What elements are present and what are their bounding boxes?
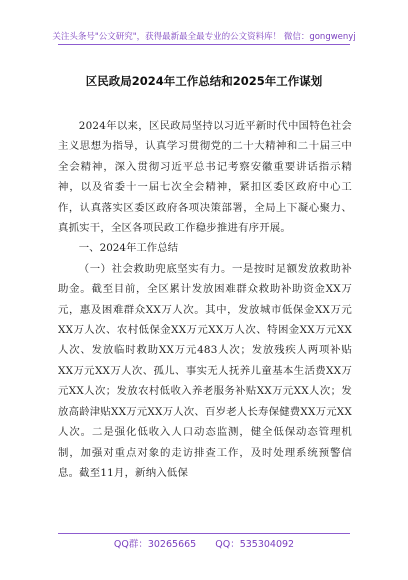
document-body bbox=[58, 116, 352, 483]
qq-contact-text: QQ：535304092 bbox=[215, 539, 295, 550]
intro-paragraph: 2024年以来，区民政局坚持以习近平新时代中国特色社会主义思想为指导，认真学习贯彻党的二十大精神和二十届三中全会精神，深入贯彻习近平总书记考察安徽重要讲话指示精神，以及省委十一届七次全会精神，紧扣区委区政府中心工作，认真落实区委区政府各项决策部署，全局上下凝心聚力、真抓实干，全区各项民政工作稳步推进有序开展。 bbox=[58, 120, 352, 235]
qq-group-text: QQ群：30265665 bbox=[113, 539, 197, 550]
footer-contact bbox=[0, 536, 408, 550]
header-divider bbox=[58, 44, 350, 45]
promo-banner: 关注头条号"公文研究"，获得最新最全最专业的公文资料库！ 微信：gongwenyj bbox=[52, 32, 356, 42]
section-heading: 一、2024年工作总结 bbox=[78, 242, 178, 255]
document-title: 区民政局2024年工作总结和2025年工作谋划 bbox=[85, 74, 323, 88]
section-paragraph: （一）社会救助兜底坚实有力。一是按时足额发放救助补助金。截至目前，全区累计发放困难群众救助补助资金XX万元，惠及困难群众XX万人次。其中，发放城市低保金XX万元XX万人次、农村低保金XX万元XX万人次、特困金XX万元XX人次、发放临时救助XX万元483人次；发放残疾人两项补贴XX万元XX万人次、孤儿、事实无人抚养儿童基本生活费XX万元XX人次；发放农村低收入养老服务补贴XX万元XX人次；发放高龄津贴XX万元XX万人次、百岁老人长寿保健费XX万元XX人次。二是强化低收入人口动态监测，健全低保动态管理机制，加强对重点对象的走访排查工作，及时处理系统预警信息。截至11月，新纳入低保 bbox=[58, 262, 352, 479]
footer-divider bbox=[58, 533, 350, 534]
